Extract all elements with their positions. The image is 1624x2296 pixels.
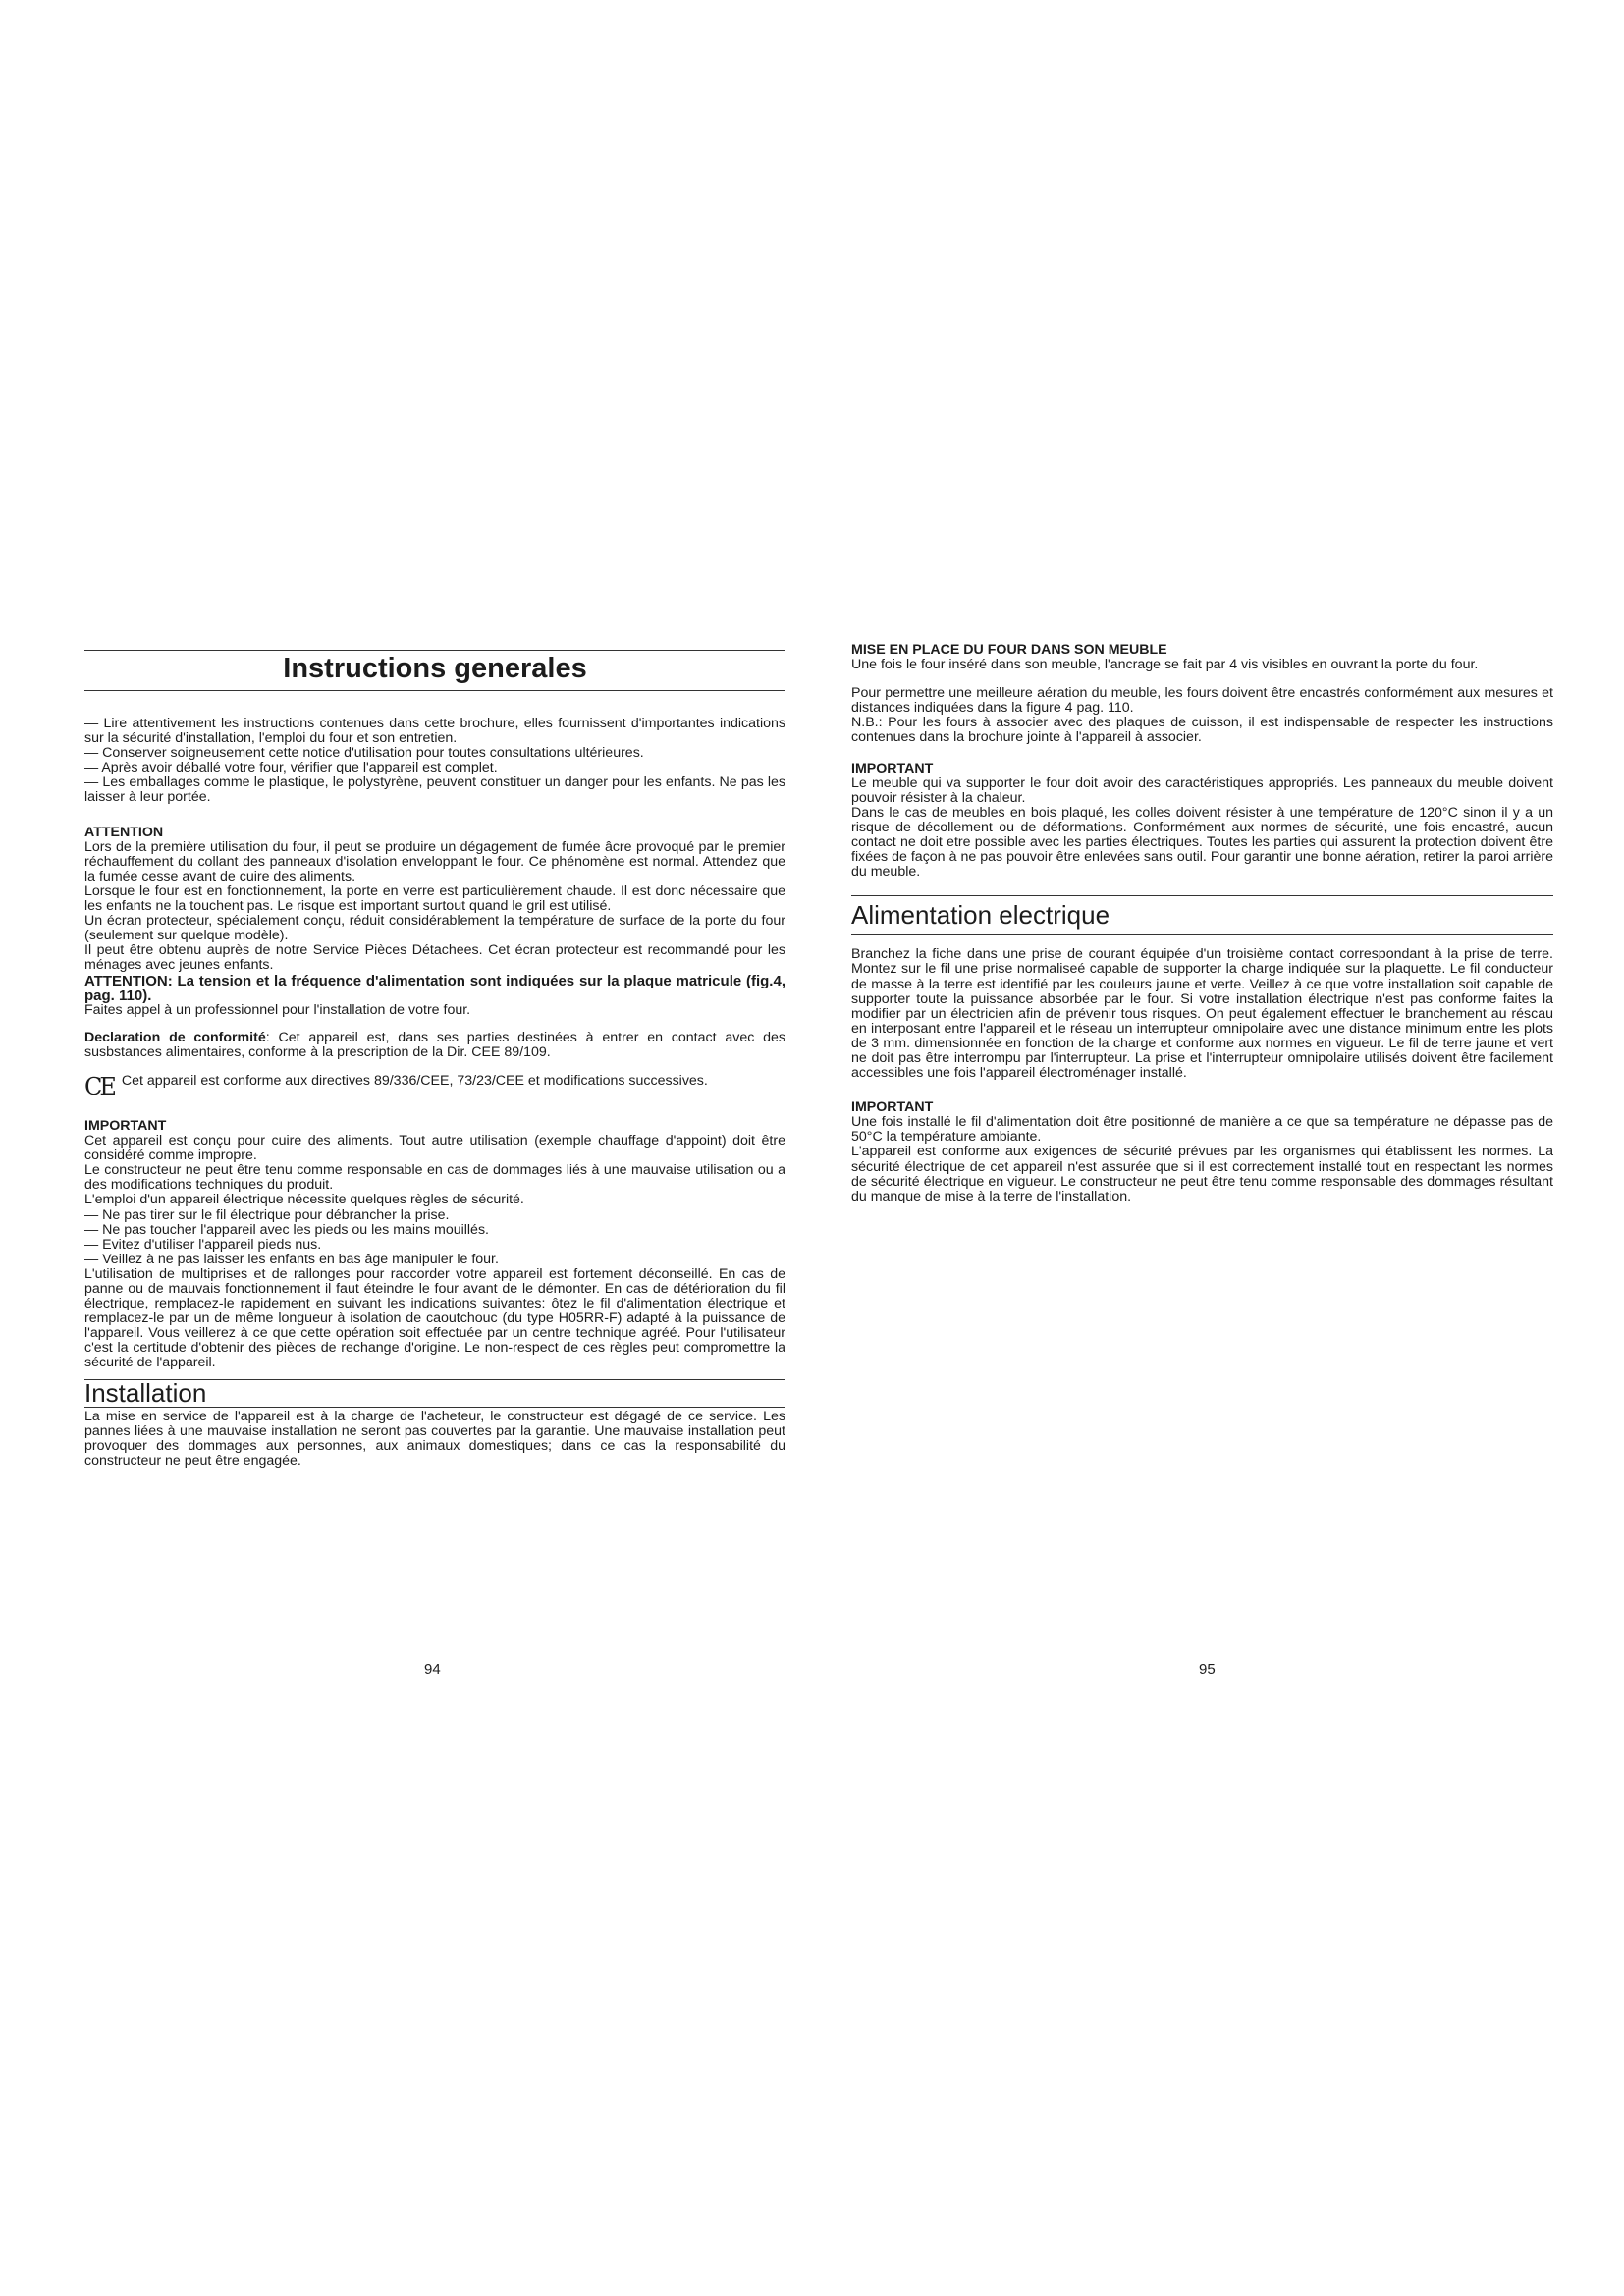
intro-item: — Après avoir déballé votre four, vérifier que l'appareil est complet. <box>84 760 498 776</box>
ce-mark-icon: CE <box>84 1072 114 1100</box>
important-heading: IMPORTANT <box>84 1117 167 1134</box>
important-section <box>84 1119 785 1371</box>
important-paragraph: L'emploi d'un appareil électrique nécessite quelques règles de sécurité. <box>84 1192 524 1208</box>
ce-conformity <box>84 1074 785 1099</box>
important-paragraph: Le meuble qui va supporter le four doit avoir des caractéristiques appropriés. Les panneaux du meuble doivent pouvoir résister à la chaleur. <box>851 774 1553 806</box>
alimentation-rule <box>851 895 1553 896</box>
important-paragraph: L'utilisation de multiprises et de rallonges pour raccorder votre appareil est fortement déconseillé. En cas de panne ou de mauvais fonctionnement il faut éteindre le four avant de le démonter. En cas de détérioration du fil électrique, remplacez-le rapidement en suivant les indications suivantes: ôtez le fil d'alimentation électrique et remplacez-le par un de même longueur à isolation de caoutchouc (du type H05RR-F) adapté à la puissance de l'appareil. Vous veillerez à ce que cette opération soit effectuée par un centre technique agréé. Pour l'utilisateur c'est la certitude d'obtenir des pièces de rechange d'origine. Le non-respect de ces règles peut compromettre la sécurité de l'appareil. <box>84 1265 785 1371</box>
intro-item: — Lire attentivement les instructions contenues dans cette brochure, elles fournissent d'importantes indications sur la sécurité d'installation, l'emploi du four et son entretien. <box>84 716 785 747</box>
attention-paragraph: Lors de la première utilisation du four, il peut se produire un dégagement de fumée âcre provoqué par le premier réchauffement du collant des panneaux d'isolation enveloppant le four. Ce phénomène est normal. Attendez que la fumée cesse avant de cuire des aliments. <box>84 838 785 884</box>
declaration-text: : Cet appareil est, dans ses parties destinées à entrer en contact avec des susbstances alimentaires, conforme à la prescription de la Dir. CEE 89/109. <box>84 1029 785 1060</box>
attention-paragraph: Il peut être obtenu auprès de notre Service Pièces Détachees. Cet écran protecteur est recommandé pour les ménages avec jeunes enfants. <box>84 942 785 974</box>
important-paragraph: Cet appareil est conçu pour cuire des aliments. Tout autre utilisation (exemple chauffage d'appoint) doit être considéré comme impropre. <box>84 1133 785 1164</box>
intro-list <box>84 717 785 806</box>
mise-en-place-heading: MISE EN PLACE DU FOUR DANS SON MEUBLE <box>851 642 1167 658</box>
important-paragraph: Dans le cas de meubles en bois plaqué, les colles doivent résister à une température de 120°C sinon il y a un risque de décollement ou de déformations. Conformément aux normes de sécurité, une fois encastré, aucun contact ne doit etre possible avec les parties électriques. Toutes les parties qui assurent la protection doivent être fixées de façon à ne pas pouvoir être enlevées sans outil. Pour garantir une bonne aération, retirer la paroi arrière du meuble. <box>851 804 1553 881</box>
nb-text: N.B.: Pour les fours à associer avec des plaques de cuisson, il est indispensable de respecter les instructions contenues dans la brochure jointe à l'appareil à associer. <box>851 715 1553 746</box>
attention-paragraph: Lorsque le four est en fonctionnement, la porte en verre est particulièrement chaude. Il est donc nécessaire que les enfants ne la touchent pas. Le risque est important surtout quand le gril est utilisé. <box>84 882 785 915</box>
attention-professional-note: Faites appel à un professionnel pour l'installation de votre four. <box>84 1001 471 1018</box>
page-number-left: 94 <box>424 1661 441 1678</box>
safety-item: — Ne pas tirer sur le fil électrique pour débrancher la prise. <box>84 1206 450 1223</box>
installation-title: Installation <box>84 1377 207 1408</box>
left-page <box>84 650 785 1468</box>
attention-heading: ATTENTION <box>84 824 164 840</box>
safety-item: — Veillez à ne pas laisser les enfants en bas âge manipuler le four. <box>84 1251 499 1267</box>
aeration-text: Pour permettre une meilleure aération du meuble, les fours doivent être encastrés conformément aux mesures et distances indiquées dans la figure 4 pag. 110. <box>851 685 1553 717</box>
important-section-power <box>851 1100 1553 1204</box>
important-heading: IMPORTANT <box>851 1099 934 1116</box>
safety-item: — Evitez d'utiliser l'appareil pieds nus. <box>84 1236 322 1253</box>
title-bottom-rule <box>84 690 785 691</box>
important-paragraph: Une fois installé le fil d'alimentation doit être positionné de manière a ce que sa température ne dépasse pas de 50°C la température ambiante. <box>851 1114 1553 1146</box>
title-top-rule <box>84 650 785 651</box>
page-number-right: 95 <box>1199 1661 1216 1678</box>
important-section-furniture <box>851 762 1553 881</box>
intro-item: — Les emballages comme le plastique, le polystyrène, peuvent constituer un danger pour les enfants. Ne pas les laisser à leur portée. <box>84 774 785 806</box>
attention-paragraph: Un écran protecteur, spécialement conçu, réduit considérablement la température de surface de la porte du four (seulement sur quelque modèle). <box>84 913 785 944</box>
installation-text: La mise en service de l'appareil est à la charge de l'acheteur, le constructeur est dégagé de ce service. Les pannes liées à une mauvaise installation ne seront pas couvertes par la garantie. Une mauvaise installation peut provoquer des dommages aux personnes, aux animaux domestiques; dans ce cas la responsabilité du constructeur ne peut être engagée. <box>84 1408 785 1468</box>
right-page <box>851 643 1553 1204</box>
ce-text: Cet appareil est conforme aux directives 89/336/CEE, 73/23/CEE et modifications successives. <box>121 1072 708 1089</box>
important-paragraph: L'appareil est conforme aux exigences de sécurité prévues par les organismes qui établissent les normes. La sécurité électrique de cet appareil n'est assurée que si il est correctement installé tout en respectant les normes de sécurité électrique en vigueur. Le constructeur ne peut être tenu comme responsable des dommages résultant du manque de mise à la terre de l'installation. <box>851 1144 1553 1204</box>
attention-voltage-note: ATTENTION: La tension et la fréquence d'alimentation sont indiquées sur la plaque matricule (fig.4, pag. 110). <box>84 972 785 1004</box>
safety-item: — Ne pas toucher l'appareil avec les pieds ou les mains mouillés. <box>84 1221 489 1238</box>
alimentation-underline <box>851 934 1553 935</box>
alimentation-text: Branchez la fiche dans une prise de courant équipée d'un troisième contact correspondant à la prise de terre. Montez sur le fil une prise normaliseé capable de supporter la charge indiquée sur la plaquette. Le fil conducteur de masse à la terre est identifié par les couleurs jaune et verte. Veillez à ce que votre installation soit capable de supporter toute la puissance absorbée par le four. Si votre installation électrique n'est pas conforme faites la modifier par un électricien afin de prévenir tous risques. On peut également effectuer le branchement au réscau en interposant entre l'appareil et le réseau un interrupteur omnipolaire avec une distance minimum entre les plots de 3 mm. dimensionnée en fonction de la charge et conforme aux normes en vigueur. Le fil de terre jaune et vert ne doit pas être interrompu par l'interrupteur. La prise et l'interrupteur omnipolaire utilisés doivent être facilement accessibles une fois l'appareil électroménager installé. <box>851 946 1553 1082</box>
intro-item: — Conserver soigneusement cette notice d'utilisation pour toutes consultations ultérieures. <box>84 745 644 762</box>
alimentation-title: Alimentation electrique <box>851 900 1110 931</box>
declaration-label: Declaration de conformité <box>84 1029 266 1045</box>
declaration-paragraph <box>84 1031 785 1060</box>
attention-section <box>84 826 785 1018</box>
mise-en-place-text: Une fois le four inséré dans son meuble, l'ancrage se fait par 4 vis visibles en ouvrant la porte du four. <box>851 657 1479 673</box>
important-paragraph: Le constructeur ne peut être tenu comme responsable en cas de dommages liés à une mauvaise utilisation ou a des modifications techniques du produit. <box>84 1162 785 1194</box>
page-title: Instructions generales <box>283 653 587 684</box>
important-heading: IMPORTANT <box>851 760 934 776</box>
